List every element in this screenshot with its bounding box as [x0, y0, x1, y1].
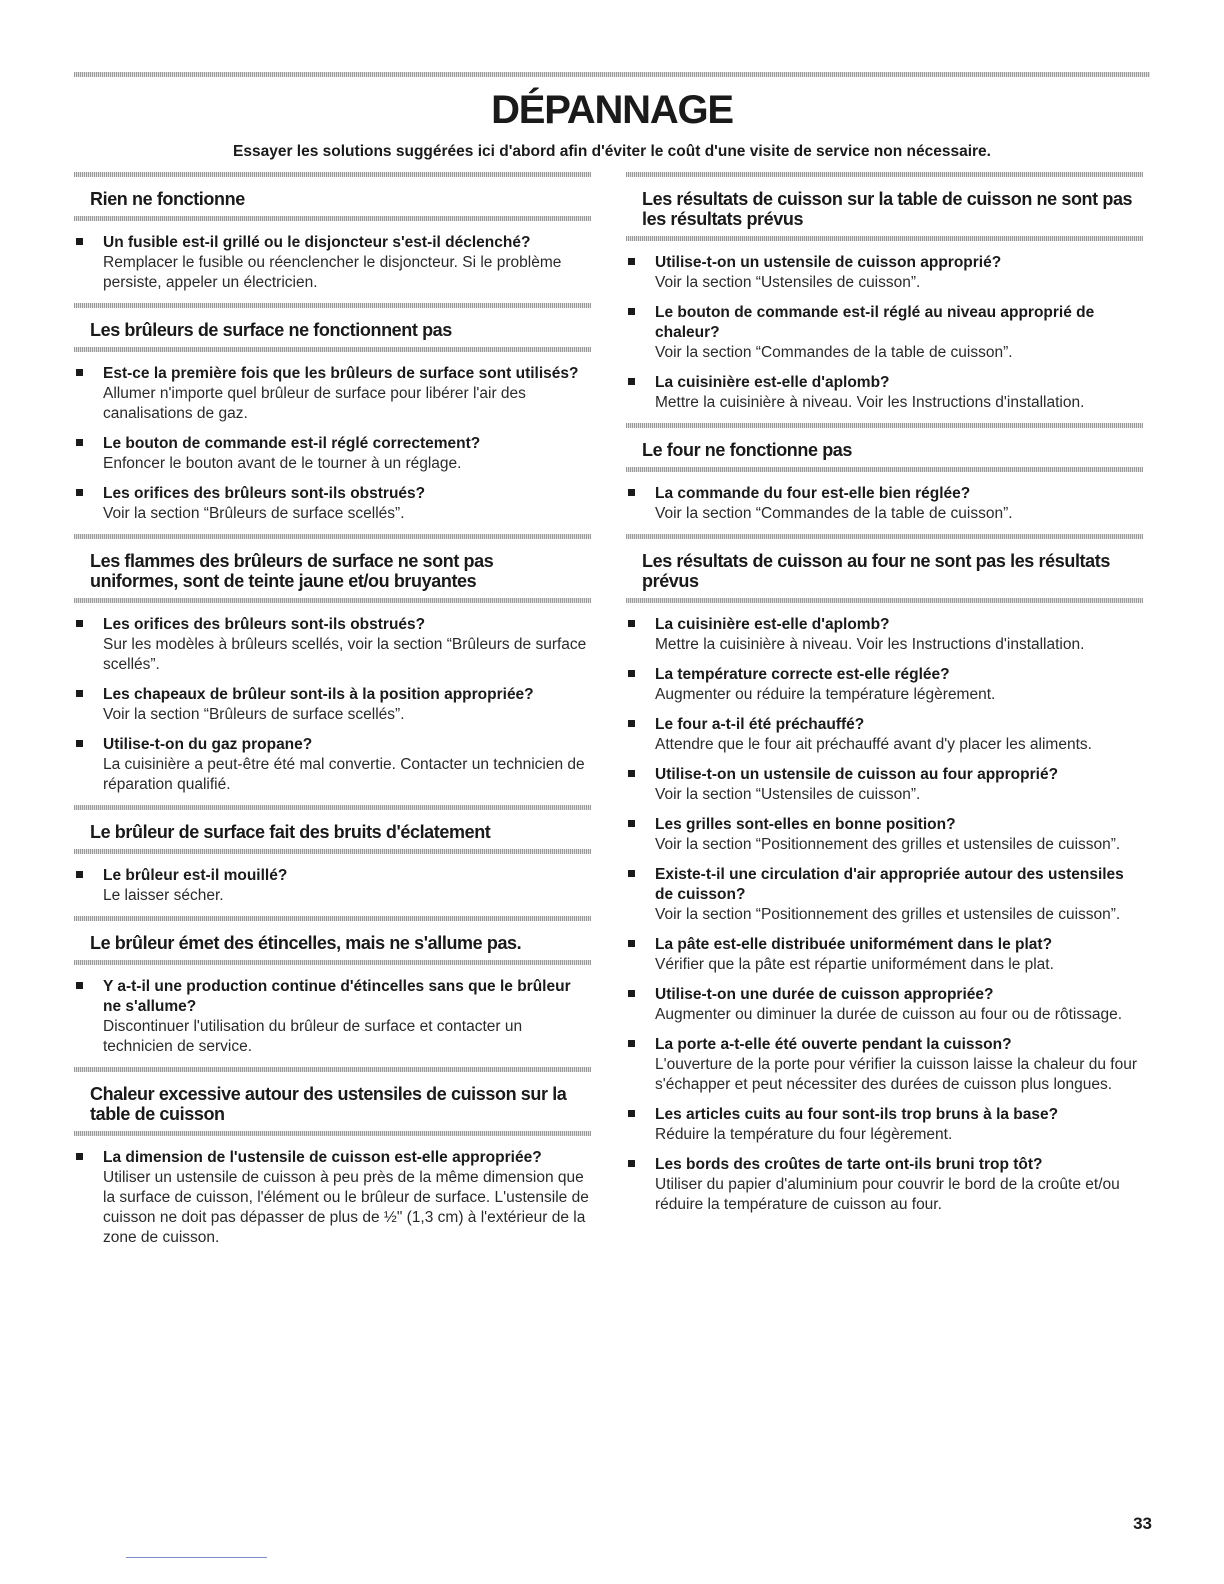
question-text: Utilise-t-on une durée de cuisson appropriée? — [655, 986, 994, 1003]
section-title: Rien ne fonctionne — [90, 189, 245, 209]
section-divider-bottom — [74, 216, 591, 221]
question-text: Les chapeaux de brûleur sont-ils à la position appropriée? — [103, 686, 534, 703]
list-item — [626, 373, 1143, 413]
page-number: 33 — [1133, 1514, 1152, 1533]
question-text: Utilise-t-on un ustensile de cuisson au four approprié? — [655, 766, 1059, 783]
list-item — [626, 1035, 1143, 1095]
answer-text: Utiliser du papier d'aluminium pour couvrir le bord de la croûte et/ou réduire la température de cuisson au four. — [655, 1176, 1120, 1213]
page-subtitle: Essayer les solutions suggérées ici d'abord afin d'éviter le coût d'une visite de service non nécessaire. — [233, 143, 991, 160]
section-divider-bottom — [74, 849, 591, 854]
right-column — [626, 172, 1143, 1225]
section-header — [626, 534, 1143, 603]
question-text: La porte a-t-elle été ouverte pendant la cuisson? — [655, 1036, 1012, 1053]
list-item — [626, 253, 1143, 293]
page-title: DÉPANNAGE — [491, 88, 733, 132]
square-bullet-icon — [628, 1040, 635, 1047]
square-bullet-icon — [628, 870, 635, 877]
answer-text: Vérifier que la pâte est répartie uniformément dans le plat. — [655, 956, 1054, 973]
list-item — [626, 303, 1143, 363]
question-text: Le brûleur est-il mouillé? — [103, 867, 288, 884]
section-title: Le four ne fonctionne pas — [642, 440, 853, 460]
section-header — [626, 423, 1143, 472]
list-item — [626, 765, 1143, 805]
section-title: Le brûleur émet des étincelles, mais ne s'allume pas. — [90, 933, 522, 953]
answer-text: Voir la section “Brûleurs de surface scellés”. — [103, 505, 405, 522]
list-item — [74, 866, 591, 906]
square-bullet-icon — [628, 620, 635, 627]
list-item — [74, 434, 591, 474]
section-divider-bottom — [626, 598, 1143, 603]
square-bullet-icon — [628, 258, 635, 265]
answer-text: Augmenter ou réduire la température légèrement. — [655, 686, 996, 703]
question-text: La cuisinière est-elle d'aplomb? — [655, 616, 890, 633]
list-item — [74, 364, 591, 424]
section-divider-bottom — [74, 1131, 591, 1136]
question-text: Les orifices des brûleurs sont-ils obstrués? — [103, 616, 426, 633]
square-bullet-icon — [76, 620, 83, 627]
square-bullet-icon — [628, 670, 635, 677]
square-bullet-icon — [76, 489, 83, 496]
answer-text: Le laisser sécher. — [103, 887, 224, 904]
list-item — [74, 977, 591, 1057]
answer-text: Enfoncer le bouton avant de le tourner à un réglage. — [103, 455, 462, 472]
answer-text: Attendre que le four ait préchauffé avant d'y placer les aliments. — [655, 736, 1092, 753]
list-item — [626, 815, 1143, 855]
answer-text: Voir la section “Ustensiles de cuisson”. — [655, 274, 921, 291]
section-header — [74, 805, 591, 854]
square-bullet-icon — [628, 990, 635, 997]
square-bullet-icon — [76, 238, 83, 245]
question-text: La cuisinière est-elle d'aplomb? — [655, 374, 890, 391]
list-item — [74, 484, 591, 524]
list-item — [74, 233, 591, 293]
list-item — [626, 935, 1143, 975]
section-divider-bottom — [74, 960, 591, 965]
question-text: Utilise-t-on du gaz propane? — [103, 736, 313, 753]
list-item — [626, 985, 1143, 1025]
answer-text: Réduire la température du four légèrement. — [655, 1126, 953, 1143]
question-text: Le bouton de commande est-il réglé correctement? — [103, 435, 481, 452]
section-header — [74, 172, 591, 221]
troubleshooting-section — [74, 916, 591, 1057]
question-text: Existe-t-il une circulation d'air appropriée autour des ustensiles de cuisson? — [655, 866, 1124, 903]
answer-text: Voir la section “Positionnement des grilles et ustensiles de cuisson”. — [655, 906, 1121, 923]
question-text: La température correcte est-elle réglée? — [655, 666, 950, 683]
list-item — [74, 615, 591, 675]
question-text: La dimension de l'ustensile de cuisson est-elle appropriée? — [103, 1149, 542, 1166]
troubleshooting-section — [626, 534, 1143, 1215]
answer-text: Voir la section “Brûleurs de surface scellés”. — [103, 706, 405, 723]
answer-text: Mettre la cuisinière à niveau. Voir les Instructions d'installation. — [655, 394, 1085, 411]
list-item — [74, 735, 591, 795]
section-title: Les résultats de cuisson au four ne sont pas les résultats prévus — [642, 551, 1110, 591]
section-header — [74, 303, 591, 352]
question-text: Y a-t-il une production continue d'étincelles sans que le brûleur ne s'allume? — [103, 978, 571, 1015]
list-item — [626, 484, 1143, 524]
square-bullet-icon — [76, 871, 83, 878]
list-item — [74, 685, 591, 725]
section-header — [74, 1067, 591, 1136]
question-text: Le bouton de commande est-il réglé au niveau approprié de chaleur? — [655, 304, 1095, 341]
list-item — [626, 1105, 1143, 1145]
list-item — [626, 865, 1143, 925]
square-bullet-icon — [628, 720, 635, 727]
answer-text: L'ouverture de la porte pour vérifier la cuisson laisse la chaleur du four s'échapper et peut nécessiter des durées de cuisson plus longues. — [655, 1056, 1137, 1093]
section-title: Les brûleurs de surface ne fonctionnent pas — [90, 320, 452, 340]
question-text: Les orifices des brûleurs sont-ils obstrués? — [103, 485, 426, 502]
troubleshooting-section — [74, 534, 591, 795]
answer-text: Voir la section “Commandes de la table de cuisson”. — [655, 344, 1013, 361]
section-divider-bottom — [74, 347, 591, 352]
section-divider-bottom — [626, 467, 1143, 472]
answer-text: La cuisinière a peut-être été mal convertie. Contacter un technicien de réparation qualifié. — [103, 756, 585, 793]
question-text: Les grilles sont-elles en bonne position? — [655, 816, 956, 833]
question-text: Les bords des croûtes de tarte ont-ils bruni trop tôt? — [655, 1156, 1043, 1173]
square-bullet-icon — [628, 308, 635, 315]
troubleshooting-section — [74, 303, 591, 524]
square-bullet-icon — [628, 378, 635, 385]
answer-text: Voir la section “Positionnement des grilles et ustensiles de cuisson”. — [655, 836, 1121, 853]
square-bullet-icon — [628, 1110, 635, 1117]
square-bullet-icon — [76, 1153, 83, 1160]
list-item — [74, 1148, 591, 1248]
section-title: Chaleur excessive autour des ustensiles de cuisson sur la table de cuisson — [90, 1084, 567, 1124]
question-text: La commande du four est-elle bien réglée? — [655, 485, 971, 502]
troubleshooting-section — [74, 805, 591, 906]
section-header — [74, 534, 591, 603]
answer-text: Mettre la cuisinière à niveau. Voir les Instructions d'installation. — [655, 636, 1085, 653]
question-text: Un fusible est-il grillé ou le disjoncteur s'est-il déclenché? — [103, 234, 531, 251]
answer-text: Voir la section “Ustensiles de cuisson”. — [655, 786, 921, 803]
square-bullet-icon — [76, 439, 83, 446]
square-bullet-icon — [628, 770, 635, 777]
section-header — [626, 172, 1143, 241]
question-text: Est-ce la première fois que les brûleurs de surface sont utilisés? — [103, 365, 579, 382]
square-bullet-icon — [76, 690, 83, 697]
square-bullet-icon — [628, 820, 635, 827]
footer-link-line — [126, 1557, 267, 1558]
top-divider — [74, 72, 1150, 77]
troubleshooting-section — [626, 172, 1143, 413]
left-column — [74, 172, 591, 1258]
troubleshooting-section — [74, 1067, 591, 1248]
list-item — [626, 715, 1143, 755]
square-bullet-icon — [628, 489, 635, 496]
square-bullet-icon — [76, 369, 83, 376]
answer-text: Sur les modèles à brûleurs scellés, voir la section “Brûleurs de surface scellés”. — [103, 636, 587, 673]
question-text: La pâte est-elle distribuée uniformément dans le plat? — [655, 936, 1053, 953]
question-text: Les articles cuits au four sont-ils trop bruns à la base? — [655, 1106, 1059, 1123]
troubleshooting-section — [626, 423, 1143, 524]
list-item — [626, 665, 1143, 705]
answer-text: Remplacer le fusible ou réenclencher le disjoncteur. Si le problème persiste, appeler un électricien. — [103, 254, 562, 291]
section-divider-bottom — [626, 236, 1143, 241]
list-item — [626, 1155, 1143, 1215]
answer-text: Voir la section “Commandes de la table de cuisson”. — [655, 505, 1013, 522]
square-bullet-icon — [628, 940, 635, 947]
section-title: Le brûleur de surface fait des bruits d'éclatement — [90, 822, 491, 842]
square-bullet-icon — [628, 1160, 635, 1167]
section-title: Les résultats de cuisson sur la table de cuisson ne sont pas les résultats prévus — [642, 189, 1133, 229]
answer-text: Discontinuer l'utilisation du brûleur de surface et contacter un technicien de service. — [103, 1018, 523, 1055]
question-text: Utilise-t-on un ustensile de cuisson approprié? — [655, 254, 1002, 271]
section-divider-bottom — [74, 598, 591, 603]
answer-text: Allumer n'importe quel brûleur de surface pour libérer l'air des canalisations de gaz. — [103, 385, 526, 422]
list-item — [626, 615, 1143, 655]
square-bullet-icon — [76, 740, 83, 747]
answer-text: Augmenter ou diminuer la durée de cuisson au four ou de rôtissage. — [655, 1006, 1123, 1023]
troubleshooting-section — [74, 172, 591, 293]
section-header — [74, 916, 591, 965]
question-text: Le four a-t-il été préchauffé? — [655, 716, 865, 733]
section-title: Les flammes des brûleurs de surface ne sont pas uniformes, sont de teinte jaune et/ou bruyantes — [90, 551, 494, 591]
answer-text: Utiliser un ustensile de cuisson à peu près de la même dimension que la surface de cuisson, l'élément ou le brûleur de surface. L'ustensile de cuisson ne doit pas dépasser de plus de ½" (1,3 cm) à l'extérieur de la zone de cuisson. — [103, 1169, 589, 1246]
square-bullet-icon — [76, 982, 83, 989]
